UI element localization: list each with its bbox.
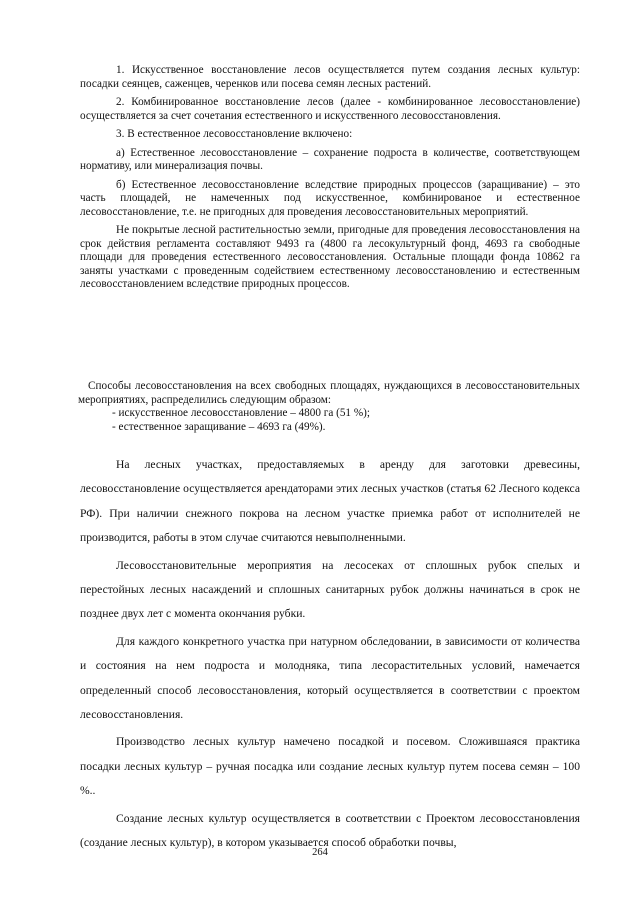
paragraph-artificial: 1. Искусственное восстановление лесов осуществляется путем создания лесных культур: посадки сеянцев, саженцев, черенков или посева семян лесных растений. (80, 64, 580, 90)
paragraph-production: Производство лесных культур намечено посадкой и посевом. Сложившаяся практика посадки лесных культур – ручная посадка или создание лесных культур путем посева семян – 100 %.. (80, 735, 580, 798)
page-number: 264 (312, 847, 328, 858)
paragraph-natural-b: б) Естественное лесовосстановление вследствие природных процессов (заращивание) – это часть площадей, не намеченных под искусственное, комбинированое и естественное лесовосстановление, т.е. не пригодных для проведения лесовосстановительных мероприятий. (80, 178, 580, 218)
paragraph-uncovered-lands: Не покрытые лесной растительностью земли, пригодные для проведения лесовосстановления на срок действия регламента составляют 9493 га (4800 га лесокультурный фонд, 4693 га свободные площади для проведения естественного лесовосстановления. Остальные площади фонда 10862 га заняты участками с проведенным содействием естественному лесовосстановлению и естественным лесовосстановлением вследствие природных процессов. (80, 224, 580, 290)
paragraph-clearcut: Лесовосстановительные мероприятия на лесосеках от сплошных рубок спелых и перестойных лесных насаждений и сплошных санитарных рубок должны начинаться в срок не позднее двух лет с момента окончания рубки. (80, 558, 580, 621)
methods-list (78, 407, 580, 434)
paragraph-creation: Создание лесных культур осуществляется в соответствии с Проектом лесовосстановления (создание лесных культур), в котором указывается способ обработки почвы, (80, 811, 580, 850)
paragraph-combined: 2. Комбинированное восстановление лесов (далее - комбинированное лесовосстановление) осуществляется за счет сочетания естественного и искусственного лесовосстановления. (80, 96, 580, 122)
paragraph-natural-a: а) Естественное лесовосстановление – сохранение подроста в количестве, соответствующем нормативу, или минерализация почвы. (80, 146, 580, 172)
list-item: - искусственное лесовосстановление – 4800 га (51 %); (112, 407, 370, 419)
list-item: - естественное заращивание – 4693 га (49%). (112, 420, 326, 433)
paragraph-natural-heading: 3. В естественное лесовосстановление включено: (116, 128, 353, 140)
paragraph-survey: Для каждого конкретного участка при натурном обследовании, в зависимости от количества и состояния на нем подроста и молодняка, типа лесорастительных условий, намечается определенный способ лесовосстановления, который осуществляется в соответствии с проектом лесовосстановления. (80, 634, 580, 722)
paragraph-lease: На лесных участках, предоставляемых в аренду для заготовки древесины, лесовосстановление осуществляется арендаторами этих лесных участков (статья 62 Лесного кодекса РФ). При наличии снежного покрова на лесном участке приемка работ от исполнителей не производится, работы в этом случае считаются невыполненными. (80, 458, 580, 545)
methods-intro: Способы лесовосстановления на всех свободных площадях, нуждающихся в лесовосстановительных мероприятиях, распределились следующим образом: (78, 380, 580, 406)
top-section (80, 64, 580, 292)
bottom-section (80, 453, 580, 856)
methods-section (78, 380, 580, 434)
